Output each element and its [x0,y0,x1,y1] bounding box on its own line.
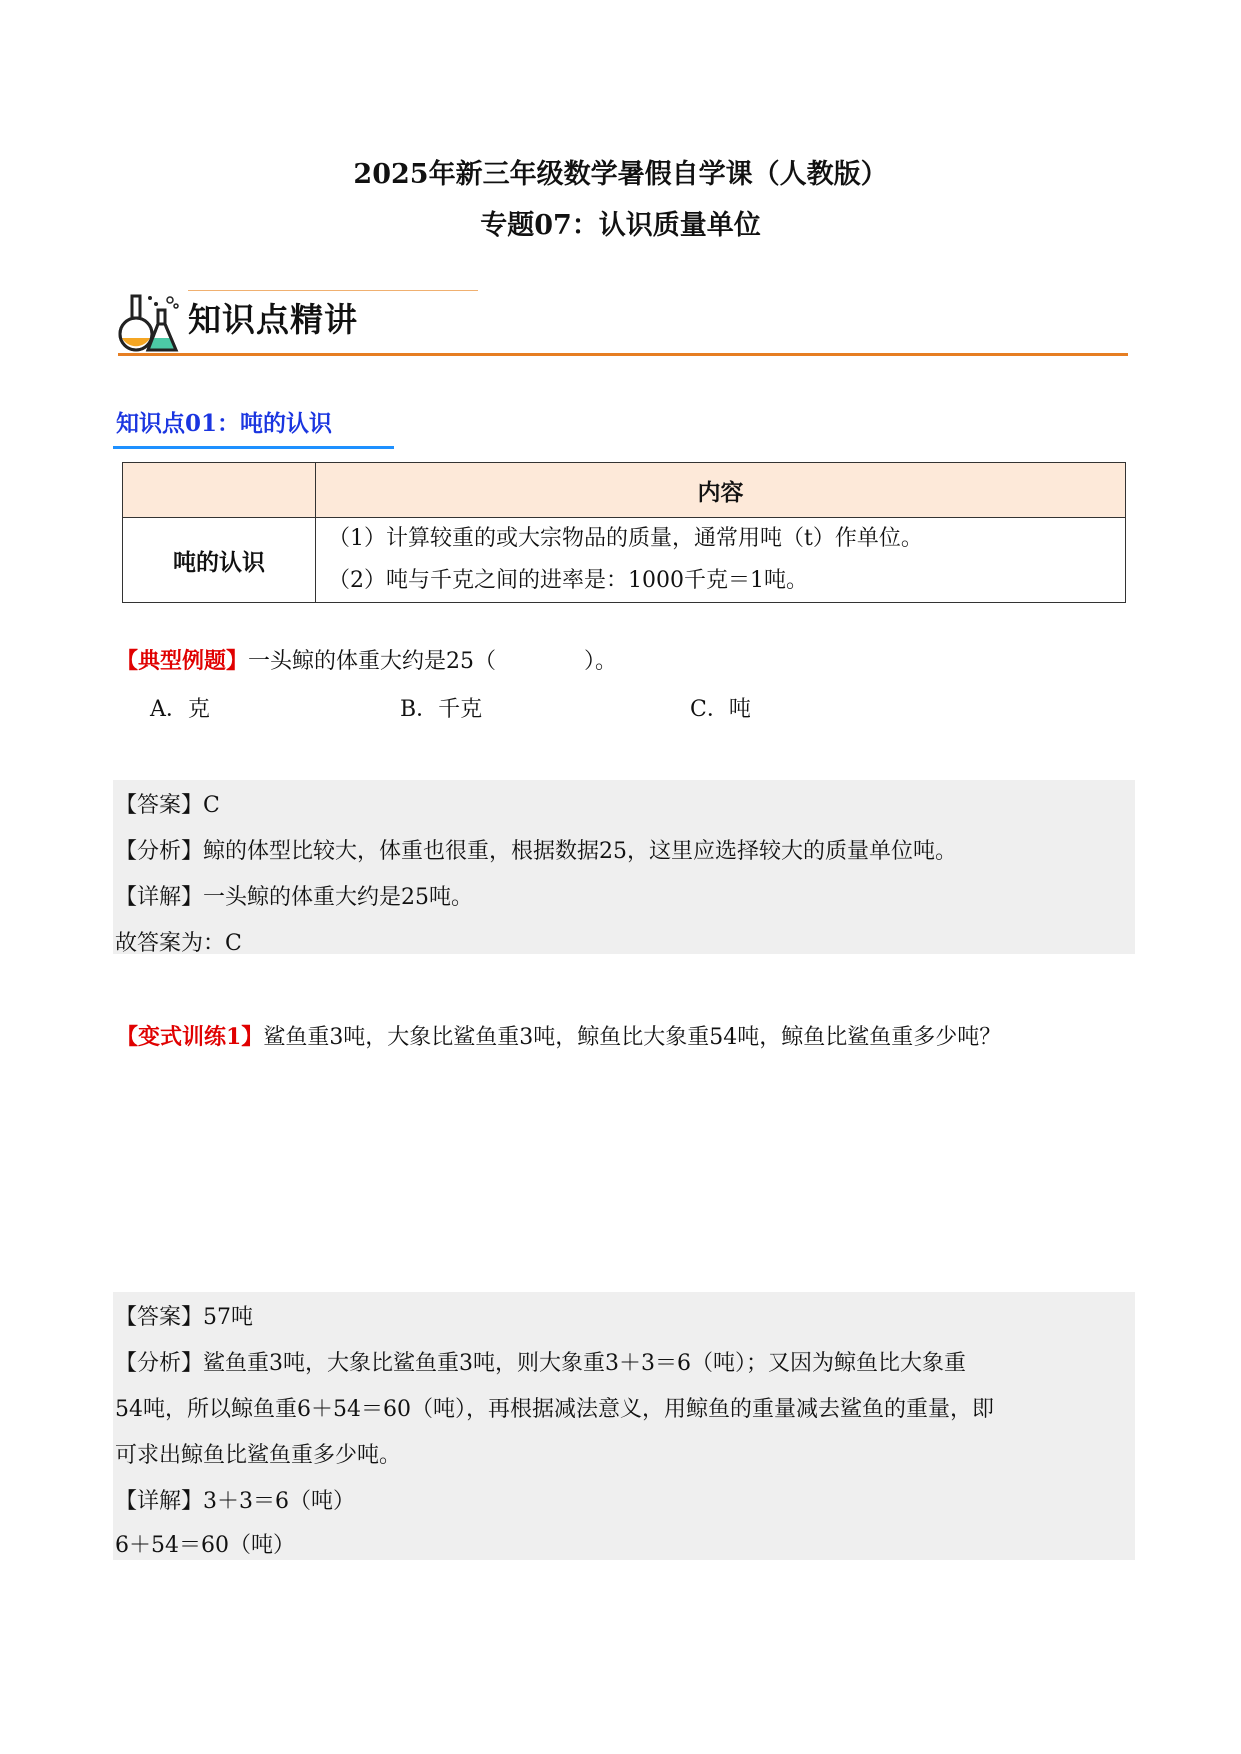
example-detail-line: 【详解】一头鲸的体重大约是25吨。 [115,885,473,910]
variant1-analysis-line-3: 可求出鲸鱼比鲨鱼重多少吨。 [115,1443,402,1468]
chemistry-flask-icon [118,292,182,354]
option-a: A．克 [150,697,210,722]
variant1-detail-line-2: 6＋54＝60（吨） [115,1533,295,1558]
table-row [123,518,1126,603]
table-row-head: 吨的认识 [123,518,316,603]
document-title: 2025年新三年级数学暑假自学课（人教版） [353,159,888,190]
knowledge-point-title: 知识点01：吨的认识 [116,410,333,437]
table-header-content: 内容 [316,463,1126,518]
option-b: B．千克 [400,697,483,722]
section-header-label: 知识点精讲 [188,300,358,339]
example-question [116,644,617,675]
variant1-answer-line: 【答案】57吨 [115,1305,253,1330]
table-header-row [123,463,1126,518]
variant1-tag: 【变式训练1】 [116,1024,264,1050]
content-line-1: （1）计算较重的或大宗物品的质量，通常用吨（t）作单位。 [328,526,923,551]
example-question-text: 一头鲸的体重大约是25（ ）。 [248,649,618,674]
section-header [118,290,1128,358]
variant1-answer-box [113,1292,1135,1560]
header-top-rule [188,290,478,291]
knowledge-table [122,462,1126,603]
section-divider [118,353,1128,356]
example-answer-line: 【答案】C [115,793,220,818]
example-answer-box [113,780,1135,954]
example-analysis-line: 【分析】鲸的体型比较大，体重也很重，根据数据25，这里应选择较大的质量单位吨。 [115,839,957,864]
variant1-analysis-line-1: 【分析】鲨鱼重3吨，大象比鲨鱼重3吨，则大象重3＋3＝6（吨）；又因为鲸鱼比大象重 [115,1351,966,1376]
variant1-detail-line-1: 【详解】3＋3＝6（吨） [115,1489,355,1514]
example-tag: 【典型例题】 [116,648,249,674]
table-corner-cell [123,463,316,518]
knowledge-point-underline [113,446,394,449]
variant1-question-text: 鲨鱼重3吨，大象比鲨鱼重3吨，鲸鱼比大象重54吨，鲸鱼比鲨鱼重多少吨？ [263,1025,1002,1050]
option-c: C．吨 [690,697,751,722]
document-subtitle: 专题07：认识质量单位 [480,210,761,241]
content-line-2: （2）吨与千克之间的进率是：1000千克＝1吨。 [328,568,808,593]
variant1-question [116,1020,1001,1051]
table-content-cell [316,518,1126,603]
example-conclusion-line: 故答案为：C [115,931,242,956]
variant1-analysis-line-2: 54吨，所以鲸鱼重6＋54＝60（吨），再根据减法意义，用鲸鱼的重量减去鲨鱼的重量，即 [115,1397,994,1422]
